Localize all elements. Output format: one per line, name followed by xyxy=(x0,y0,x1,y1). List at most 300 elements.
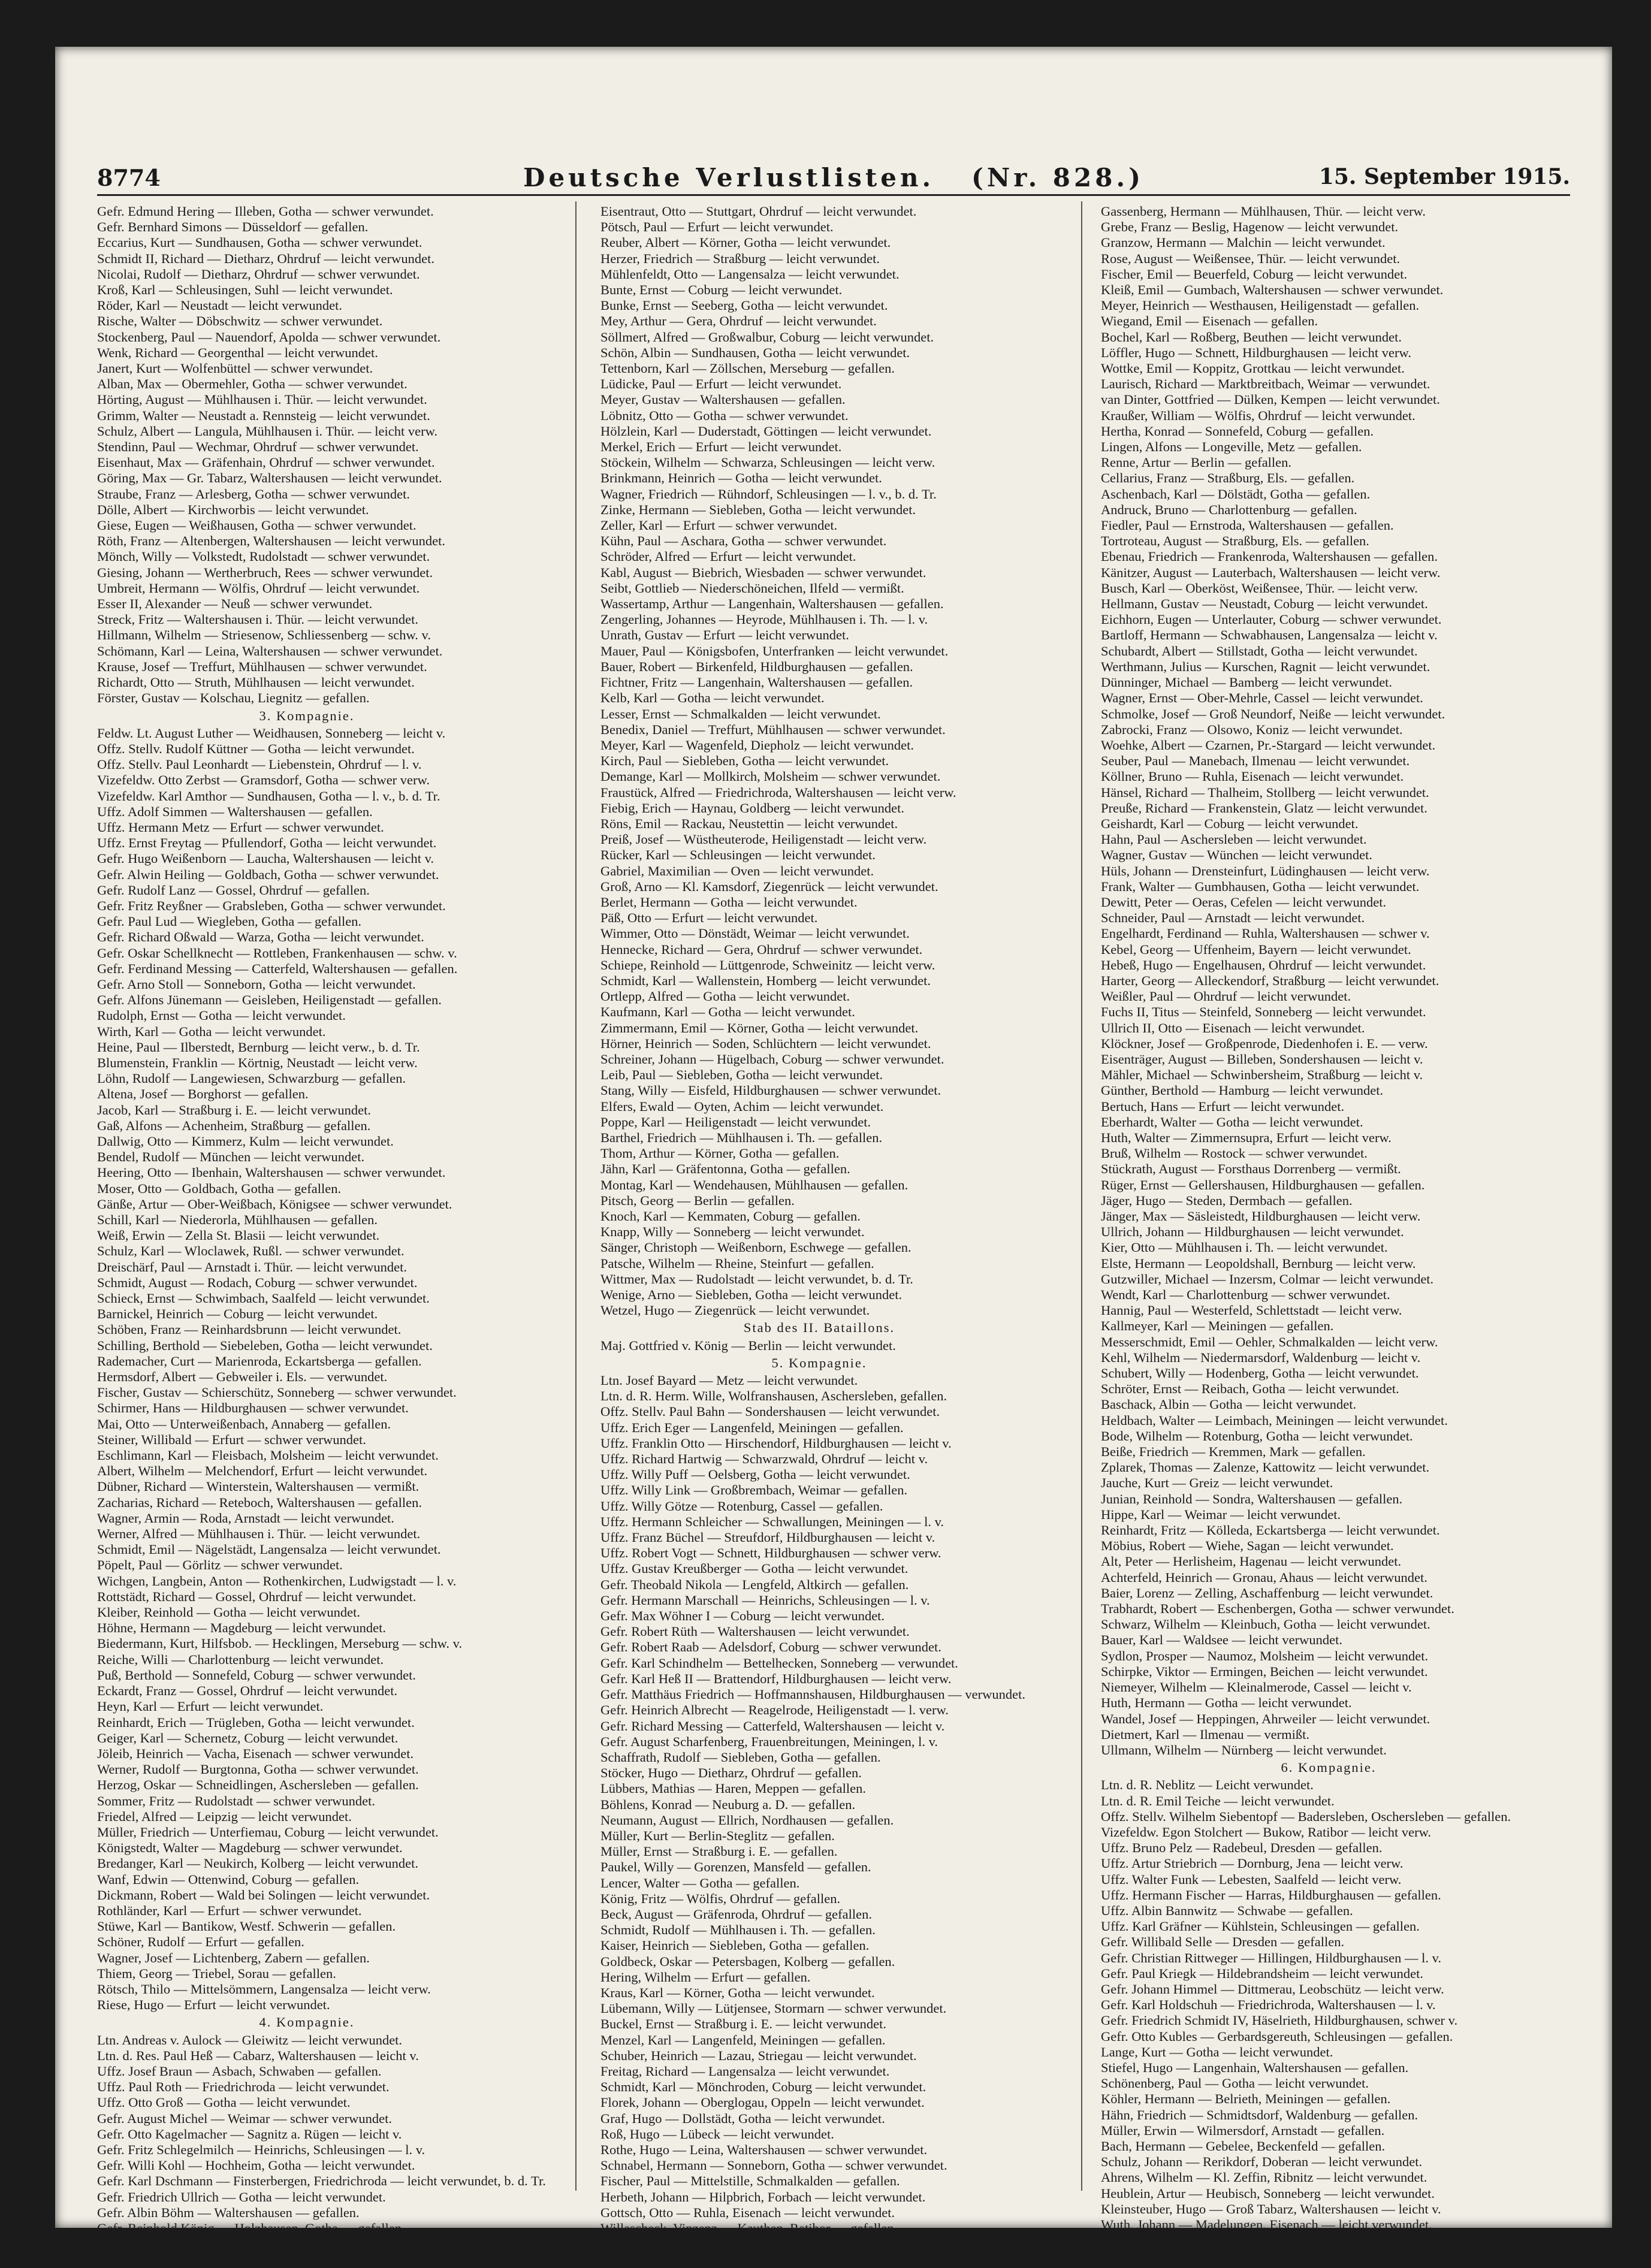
casualty-entry: Meyer, Heinrich — Westhausen, Heiligenstadt — gefallen. xyxy=(1101,298,1420,313)
casualty-entry: Schnabel, Hermann — Sonneborn, Gotha — schwer verwundet. xyxy=(600,2158,947,2173)
casualty-entry: Granzow, Hermann — Malchin — leicht verwundet. xyxy=(1101,235,1386,250)
casualty-entry: Gefr. Karl Holdschuh — Friedrichroda, Waltershausen — l. v. xyxy=(1101,1997,1436,2013)
casualty-entry: Gefr. Matthäus Friedrich — Hoffmannshausen, Hildburghausen — verwundet. xyxy=(600,1687,1026,1702)
casualty-entry: Goldbeck, Oskar — Petersbagen, Kolberg — gefallen. xyxy=(600,1953,895,1969)
casualty-entry: Heine, Paul — Ilberstedt, Bernburg — leicht verw., b. d. Tr. xyxy=(97,1039,420,1055)
casualty-entry: Stiefel, Hugo — Langenhain, Waltershausen — gefallen. xyxy=(1101,2059,1409,2075)
casualty-entry: Kroß, Karl — Schleusingen, Suhl — leicht verwundet. xyxy=(97,282,393,298)
casualty-entry: Uffz. Gustav Kreußberger — Gotha — leicht verwundet. xyxy=(600,1561,908,1577)
casualty-entry: Dreischärf, Paul — Arnstadt i. Thür. — leicht verwundet. xyxy=(97,1259,407,1275)
casualty-entry: Pötsch, Paul — Erfurt — leicht verwundet. xyxy=(600,219,834,235)
casualty-entry: Barnickel, Heinrich — Coburg — leicht verwundet. xyxy=(97,1306,378,1322)
casualty-entry: Wichgen, Langbein, Anton — Rothenkirchen, Ludwigstadt — l. v. xyxy=(97,1573,457,1588)
page-number: 8774 xyxy=(97,164,161,191)
casualty-entry: Fiebig, Erich — Haynau, Goldberg — leicht verwundet. xyxy=(600,800,904,816)
casualty-entry: Schill, Karl — Niederorla, Mühlhausen — gefallen. xyxy=(97,1212,378,1227)
casualty-entry: Bode, Wilhelm — Rotenburg, Gotha — leicht verwundet. xyxy=(1101,1428,1413,1443)
casualty-entry: Blumenstein, Franklin — Körtnig, Neustadt — leicht verw. xyxy=(97,1055,418,1070)
casualty-entry: Kier, Otto — Mühlhausen i. Th. — leicht verwundet. xyxy=(1101,1240,1388,1255)
casualty-entry: Engelhardt, Ferdinand — Ruhla, Waltershausen — schwer v. xyxy=(1101,926,1430,941)
casualty-entry: Gefr. Otto Kagelmacher — Sagnitz a. Rügen — leicht v. xyxy=(97,2126,402,2142)
casualty-entry: Montag, Karl — Wendehausen, Mühlhausen — gefallen. xyxy=(600,1177,908,1192)
casualty-entry: Wandel, Josef — Heppingen, Ahrweiler — leicht verwundet. xyxy=(1101,1711,1430,1726)
casualty-entry: Gefr. Paul Kriegk — Hildebrandsheim — leicht verwundet. xyxy=(1101,1965,1423,1981)
casualty-entry: Kleiß, Emil — Gumbach, Waltershausen — schwer verwundet. xyxy=(1101,282,1444,298)
casualty-entry: Ullmann, Wilhelm — Nürnberg — leicht verwundet. xyxy=(1101,1742,1387,1757)
casualty-entry: Bach, Hermann — Gebelee, Beckenfeld — gefallen. xyxy=(1101,2138,1386,2154)
casualty-entry: Schwarz, Wilhelm — Kleinbuch, Gotha — leicht verwundet. xyxy=(1101,1617,1430,1632)
casualty-entry: Hähn, Friedrich — Schmidtsdorf, Waldenburg — gefallen. xyxy=(1101,2107,1418,2122)
casualty-entry: Patsche, Wilhelm — Rheine, Steinfurt — gefallen. xyxy=(600,1255,874,1271)
casualty-entry: Freitag, Richard — Langensalza — leicht verwundet. xyxy=(600,2063,890,2079)
casualty-entry: Baier, Lorenz — Zelling, Aschaffenburg — leicht verwundet. xyxy=(1101,1585,1433,1600)
casualty-entry: Uffz. Adolf Simmen — Waltershausen — gefallen. xyxy=(97,804,373,819)
casualty-entry: Uffz. Karl Gräfner — Kühlstein, Schleusingen — gefallen. xyxy=(1101,1919,1420,1934)
casualty-entry: Niemeyer, Wilhelm — Kleinalmerode, Cassel — leicht v. xyxy=(1101,1680,1412,1695)
casualty-entry: Gänße, Artur — Ober-Weißbach, Königsee — schwer verwundet. xyxy=(97,1196,452,1212)
issue-date: 15. September 1915. xyxy=(1318,164,1570,189)
column-middle xyxy=(600,204,1038,2268)
casualty-entry: Heering, Otto — Ibenhain, Waltershausen — schwer verwundet. xyxy=(97,1165,446,1180)
casualty-entry: Eichhorn, Eugen — Unterlauter, Coburg — schwer verwundet. xyxy=(1101,612,1442,627)
casualty-entry: Klöckner, Josef — Großpenrode, Diedenhofen i. E. — verw. xyxy=(1101,1035,1428,1051)
casualty-entry: Gefr. Friedrich Ullrich — Gotha — leicht verwundet. xyxy=(97,2189,386,2204)
casualty-entry: Thom, Arthur — Körner, Gotha — gefallen. xyxy=(600,1146,840,1161)
casualty-entry: Zimmermann, Emil — Körner, Gotha — leicht verwundet. xyxy=(600,1020,919,1035)
casualty-entry: Mönch, Willy — Volkstedt, Rudolstadt — schwer verwundet. xyxy=(97,549,430,564)
casualty-entry: Wottke, Emil — Koppitz, Grottkau — leicht verwundet. xyxy=(1101,361,1405,376)
page-header xyxy=(97,161,1570,196)
column-right xyxy=(1101,204,1556,2233)
casualty-entry: Hermsdorf, Albert — Gebweiler i. Els. — verwundet. xyxy=(97,1369,388,1385)
casualty-entry: Wassertamp, Arthur — Langenhain, Waltershausen — gefallen. xyxy=(600,596,944,612)
casualty-entry: Uffz. Hermann Metz — Erfurt — schwer verwundet. xyxy=(97,819,384,835)
casualty-entry: Messerschmidt, Emil — Oehler, Schmalkalden — leicht verw. xyxy=(1101,1334,1438,1349)
casualty-entry: Zengerling, Johannes — Heyrode, Mühlhausen i. Th. — l. v. xyxy=(600,612,928,627)
casualty-entry: Müller, Kurt — Berlin-Steglitz — gefallen. xyxy=(600,1828,835,1843)
casualty-entry: Giese, Eugen — Weißhausen, Gotha — schwer verwundet. xyxy=(97,518,416,533)
casualty-entry: Eccarius, Kurt — Sundhausen, Gotha — schwer verwundet. xyxy=(97,235,422,250)
casualty-entry: König, Fritz — Wölfis, Ohrdruf — gefallen. xyxy=(600,1890,841,1906)
casualty-entry: Biedermann, Kurt, Hilfsbob. — Hecklingen, Merseburg — schw. v. xyxy=(97,1636,463,1651)
casualty-entry: Hänsel, Richard — Thalheim, Stollberg — leicht verwundet. xyxy=(1101,784,1429,800)
casualty-entry: Uffz. Richard Hartwig — Schwarzwald, Ohrdruf — leicht v. xyxy=(600,1451,928,1467)
casualty-entry: Känitzer, August — Lauterbach, Waltershausen — leicht verw. xyxy=(1101,564,1441,580)
casualty-entry: Schön, Albin — Sundhausen, Gotha — leicht verwundet. xyxy=(600,345,910,360)
casualty-entry: Vizefeldw. Otto Zerbst — Gramsdorf, Gotha — schwer verw. xyxy=(97,772,430,788)
casualty-entry: Uffz. Josef Braun — Asbach, Schwaben — gefallen. xyxy=(97,2063,382,2079)
casualty-entry: Sommer, Fritz — Rudolstadt — schwer verwundet. xyxy=(97,1793,376,1808)
casualty-entry: Woehke, Albert — Czarnen, Pr.-Stargard — leicht verwundet. xyxy=(1101,737,1436,753)
casualty-entry: van Dinter, Gottfried — Dülken, Kempen — leicht verwundet. xyxy=(1101,392,1440,407)
casualty-entry: Renne, Artur — Berlin — gefallen. xyxy=(1101,455,1292,470)
casualty-entry: Gefr. Oskar Schellknecht — Rottleben, Frankenhausen — schw. v. xyxy=(97,945,457,961)
casualty-entry: Hölzlein, Karl — Duderstadt, Göttingen — leicht verwundet. xyxy=(600,423,932,439)
casualty-entry: Uffz. Hermann Schleicher — Schwallungen, Meiningen — l. v. xyxy=(600,1514,944,1529)
casualty-entry: Offz. Stellv. Paul Leonhardt — Liebenstein, Ohrdruf — l. v. xyxy=(97,757,422,772)
casualty-entry: Uffz. Willy Link — Großbrembach, Weimar — gefallen. xyxy=(600,1482,908,1498)
casualty-entry: Gefr. Reinhold König — Holzhausen, Gotha — gefallen. xyxy=(97,2221,405,2236)
casualty-entry: Barthel, Friedrich — Mühlhausen i. Th. — gefallen. xyxy=(600,1130,883,1145)
casualty-entry: Uffz. Willy Puff — Oelsberg, Gotha — leicht verwundet. xyxy=(600,1467,910,1482)
casualty-entry: Thiem, Georg — Triebel, Sorau — gefallen. xyxy=(97,1965,336,1981)
casualty-entry: Lübemann, Willy — Lütjensee, Stormarn — schwer verwundet. xyxy=(600,2001,947,2016)
casualty-entry: Elste, Hermann — Leopoldshall, Bernburg — leicht verw. xyxy=(1101,1255,1416,1271)
casualty-entry: Gefr. August Michel — Weimar — schwer verwundet. xyxy=(97,2110,393,2126)
casualty-entry: Hahn, Paul — Aschersleben — leicht verwundet. xyxy=(1101,832,1367,847)
casualty-entry: Vizefeldw. Egon Stolchert — Bukow, Ratibor — leicht verw. xyxy=(1101,1824,1432,1840)
casualty-entry: Bruß, Wilhelm — Rostock — schwer verwundet. xyxy=(1101,1146,1368,1161)
casualty-entry: Bunte, Ernst — Coburg — leicht verwundet. xyxy=(600,282,843,298)
newspaper-page xyxy=(55,47,1612,2267)
casualty-entry: Lange, Kurt — Gotha — leicht verwundet. xyxy=(1101,2044,1333,2059)
casualty-entry: Moser, Otto — Goldbach, Gotha — gefallen. xyxy=(97,1180,342,1196)
casualty-entry: Reinhardt, Fritz — Kölleda, Eckartsberga — leicht verwundet. xyxy=(1101,1523,1440,1538)
casualty-entry: Gefr. Alfons Jünemann — Geisleben, Heiligenstadt — gefallen. xyxy=(97,992,442,1008)
casualty-entry: Stöcker, Hugo — Dietharz, Ohrdruf — gefallen. xyxy=(600,1765,862,1781)
casualty-entry: Unrath, Gustav — Erfurt — leicht verwundet. xyxy=(600,627,849,643)
casualty-entry: Krause, Josef — Treffurt, Mühlhausen — schwer verwundet. xyxy=(97,659,427,674)
casualty-entry: Knapp, Willy — Sonneberg — leicht verwundet. xyxy=(600,1224,865,1240)
casualty-entry: Uffz. Otto Groß — Gotha — leicht verwundet. xyxy=(97,2095,351,2110)
casualty-entry: Junian, Reinhold — Sondra, Waltershausen — gefallen. xyxy=(1101,1491,1403,1506)
casualty-entry: Bartloff, Hermann — Schwabhausen, Langensalza — leicht v. xyxy=(1101,627,1438,643)
casualty-entry: Benedix, Daniel — Treffurt, Mühlhausen — schwer verwundet. xyxy=(600,721,946,737)
casualty-entry: Rische, Walter — Döbschwitz — schwer verwundet. xyxy=(97,313,383,329)
casualty-entry: Schneider, Paul — Arnstadt — leicht verwundet. xyxy=(1101,910,1365,926)
casualty-entry: Kabl, August — Biebrich, Wiesbaden — schwer verwundet. xyxy=(600,564,926,580)
casualty-entry: Puß, Berthold — Sonnefeld, Coburg — schwer verwundet. xyxy=(97,1667,416,1683)
casualty-entry: Tortroteau, August — Straßburg, Els. — gefallen. xyxy=(1101,533,1369,549)
casualty-entry: Sänger, Christoph — Weißenborn, Eschwege — gefallen. xyxy=(600,1240,911,1255)
casualty-entry: Möbius, Robert — Wiehe, Sagan — leicht verwundet. xyxy=(1101,1538,1394,1554)
casualty-entry: Wenk, Richard — Georgenthal — leicht verwundet. xyxy=(97,345,378,360)
casualty-entry: Gefr. Robert Rüth — Waltershausen — leicht verwundet. xyxy=(600,1624,910,1639)
casualty-entry: Florek, Johann — Oberglogau, Oppeln — leicht verwundet. xyxy=(600,2095,925,2110)
casualty-entry: Gefr. Heinrich Albrecht — Reagelrode, Heiligenstadt — l. verw. xyxy=(600,1702,949,1718)
casualty-entry: Richardt, Otto — Struth, Mühlhausen — leicht verwundet. xyxy=(97,675,415,690)
casualty-entry: Laurisch, Richard — Marktbreitbach, Weimar — verwundet. xyxy=(1101,376,1430,392)
casualty-entry: Straube, Franz — Arlesberg, Gotha — schwer verwundet. xyxy=(97,486,410,502)
casualty-entry: Fuchs II, Titus — Steinfeld, Sonneberg — leicht verwundet. xyxy=(1101,1004,1426,1020)
casualty-entry: Müller, Erwin — Wilmersdorf, Arnstadt — gefallen. xyxy=(1101,2122,1385,2138)
casualty-entry: Schröter, Ernst — Reibach, Gotha — leicht verwundet. xyxy=(1101,1381,1399,1397)
casualty-entry: Ltn. Josef Bayard — Metz — leicht verwundet. xyxy=(600,1373,858,1388)
casualty-entry: Menzel, Karl — Langenfeld, Meiningen — gefallen. xyxy=(600,2032,886,2047)
casualty-entry: Steiner, Willibald — Erfurt — schwer verwundet. xyxy=(97,1432,366,1447)
casualty-entry: Gefr. Max Wöhner I — Coburg — leicht verwundet. xyxy=(600,1608,885,1624)
casualty-entry: Mauer, Paul — Königsbofen, Unterfranken — leicht verwundet. xyxy=(600,643,949,659)
casualty-entry: Gefr. August Scharfenberg, Frauenbreitungen, Meiningen, l. v. xyxy=(600,1734,938,1749)
casualty-entry: Schmidt, Rudolf — Mühlhausen i. Th. — gefallen. xyxy=(600,1922,876,1938)
casualty-entry: Hannig, Paul — Westerfeld, Schlettstadt — leicht verw. xyxy=(1101,1303,1402,1318)
issue-number: (Nr. 828.) xyxy=(971,163,1144,192)
casualty-entry: Paukel, Willy — Gorenzen, Mansfeld — gefallen. xyxy=(600,1859,871,1875)
casualty-entry: Cellarius, Franz — Straßburg, Els. — gefallen. xyxy=(1101,470,1355,486)
casualty-entry: Demange, Karl — Mollkirch, Molsheim — schwer verwundet. xyxy=(600,769,941,784)
casualty-entry: Kallmeyer, Karl — Meiningen — gefallen. xyxy=(1101,1318,1334,1334)
casualty-entry: Wirth, Karl — Gotha — leicht verwundet. xyxy=(97,1023,326,1039)
casualty-entry: Buckel, Ernst — Straßburg i. E. — leicht verwundet. xyxy=(600,2016,886,2032)
casualty-entry: Schmidt, Karl — Mönchroden, Coburg — leicht verwundet. xyxy=(600,2079,926,2095)
casualty-entry: Mey, Arthur — Gera, Ohrdruf — leicht verwundet. xyxy=(600,313,877,329)
casualty-entry: Jänger, Max — Säsleistedt, Hildburghausen — leicht verw. xyxy=(1101,1209,1421,1224)
casualty-entry: Schmidt, Emil — Nägelstädt, Langensalza — leicht verwundet. xyxy=(97,1542,441,1557)
casualty-entry: Kraußer, William — Wölfis, Ohrdruf — leicht verwundet. xyxy=(1101,407,1415,423)
casualty-entry: Uffz. Walter Funk — Lebesten, Saalfeld — leicht verw. xyxy=(1101,1871,1402,1887)
casualty-entry: Wagner, Armin — Roda, Arnstadt — leicht verwundet. xyxy=(97,1510,394,1526)
casualty-entry: Gefr. Ferdinand Messing — Catterfeld, Waltershausen — gefallen. xyxy=(97,961,458,976)
casualty-entry: Uffz. Bruno Pelz — Radebeul, Dresden — gefallen. xyxy=(1101,1840,1383,1856)
casualty-entry: Kaiser, Heinrich — Siebleben, Gotha — gefallen. xyxy=(600,1938,870,1953)
casualty-entry: Ltn. d. R. Neblitz — Leicht verwundet. xyxy=(1101,1777,1314,1793)
casualty-entry: Gefr. Bernhard Simons — Düsseldorf — gefallen. xyxy=(97,219,369,235)
casualty-entry: Gefr. Alwin Heiling — Goldbach, Gotha — schwer verwundet. xyxy=(97,866,439,882)
casualty-entry: Poppe, Karl — Heiligenstadt — leicht verwundet. xyxy=(600,1114,871,1130)
casualty-entry: Jöleib, Heinrich — Vacha, Eisenach — schwer verwundet. xyxy=(97,1745,414,1761)
casualty-entry: Gefr. Willibald Selle — Dresden — gefallen. xyxy=(1101,1934,1345,1950)
casualty-entry: Kelb, Karl — Gotha — leicht verwundet. xyxy=(600,690,825,706)
casualty-entry: Zacharias, Richard — Reteboch, Waltershausen — gefallen. xyxy=(97,1494,422,1510)
casualty-entry: Reuber, Albert — Körner, Gotha — leicht verwundet. xyxy=(600,235,891,250)
casualty-entry: Gefr. Karl Dschmann — Finsterbergen, Friedrichroda — leicht verwundet, b. d. Tr. xyxy=(97,2173,546,2189)
casualty-entry: Nicolai, Rudolf — Dietharz, Ohrdruf — schwer verwundet. xyxy=(97,266,420,282)
casualty-entry: Wetzel, Hugo — Ziegenrück — leicht verwundet. xyxy=(600,1303,870,1318)
casualty-entry: Hörner, Heinrich — Soden, Schlüchtern — leicht verwundet. xyxy=(600,1035,931,1051)
casualty-entry: Offz. Stellv. Rudolf Küttner — Gotha — leicht verwundet. xyxy=(97,741,415,756)
casualty-entry: Werner, Rudolf — Burgtonna, Gotha — schwer verwundet. xyxy=(97,1762,419,1777)
casualty-entry: Schubert, Willy — Hodenberg, Gotha — leicht verwundet. xyxy=(1101,1366,1419,1381)
casualty-entry: Heublein, Artur — Heubisch, Sonneberg — leicht verwundet. xyxy=(1101,2185,1435,2201)
casualty-entry: Reiche, Willi — Charlottenburg — leicht verwundet. xyxy=(97,1651,384,1667)
casualty-entry: Dietmert, Karl — Ilmenau — vermißt. xyxy=(1101,1726,1310,1742)
casualty-entry: Gassenberg, Hermann — Mühlhausen, Thür. — leicht verw. xyxy=(1101,204,1426,219)
section-heading: 5. Kompagnie. xyxy=(771,1355,867,1370)
casualty-entry: Dünninger, Michael — Bamberg — leicht verwundet. xyxy=(1101,675,1393,690)
casualty-entry: Jacob, Karl — Straßburg i. E. — leicht verwundet. xyxy=(97,1102,371,1118)
casualty-entry: Ebenau, Friedrich — Frankenroda, Waltershausen — gefallen. xyxy=(1101,549,1438,564)
casualty-entry: Weißler, Paul — Ohrdruf — leicht verwundet. xyxy=(1101,989,1351,1004)
casualty-entry: Huth, Hermann — Gotha — leicht verwundet. xyxy=(1101,1695,1352,1711)
casualty-entry: Aschenbach, Karl — Dölstädt, Gotha — gefallen. xyxy=(1101,486,1371,502)
casualty-entry: Lingen, Alfons — Longeville, Metz — gefallen. xyxy=(1101,439,1362,455)
casualty-entry: Wagner, Friedrich — Rühndorf, Schleusingen — l. v., b. d. Tr. xyxy=(600,486,937,502)
casualty-entry: Ltn. d. Res. Paul Heß — Cabarz, Waltershausen — leicht v. xyxy=(97,2047,419,2063)
casualty-entry: Grimm, Walter — Neustadt a. Rennsteig — leicht verwundet. xyxy=(97,407,430,423)
casualty-entry: Dewitt, Peter — Oeras, Cefelen — leicht verwundet. xyxy=(1101,894,1387,910)
casualty-entry: Schreiner, Johann — Hügelbach, Coburg — schwer verwundet. xyxy=(600,1051,944,1067)
casualty-entry: Wagner, Ernst — Ober-Mehrle, Cassel — leicht verwundet. xyxy=(1101,690,1423,706)
casualty-entry: Ullrich II, Otto — Eisenach — leicht verwundet. xyxy=(1101,1020,1365,1035)
casualty-entry: Fischer, Paul — Mittelstille, Schmalkalden — gefallen. xyxy=(600,2173,900,2189)
casualty-entry: Brinkmann, Heinrich — Gotha — leicht verwundet. xyxy=(600,470,882,486)
casualty-entry: Ullrich, Johann — Hildburghausen — leicht verwundet. xyxy=(1101,1224,1404,1240)
casualty-entry: Gutzwiller, Michael — Inzersm, Colmar — leicht verwundet. xyxy=(1101,1271,1434,1286)
casualty-entry: Hörting, August — Mühlhausen i. Thür. — leicht verwundet. xyxy=(97,392,427,407)
casualty-entry: Schaffrath, Rudolf — Siebleben, Gotha — gefallen. xyxy=(600,1749,881,1765)
casualty-entry: Gefr. Willi Kohl — Hochheim, Gotha — leicht verwundet. xyxy=(97,2158,415,2173)
casualty-entry: Seuber, Paul — Manebach, Ilmenau — leicht verwundet. xyxy=(1101,753,1410,769)
casualty-entry: Meyer, Karl — Wagenfeld, Diepholz — leicht verwundet. xyxy=(600,737,914,753)
casualty-entry: Gefr. Rudolf Lanz — Gossel, Ohrdruf — gefallen. xyxy=(97,882,370,898)
casualty-entry: Hellmann, Gustav — Neustadt, Coburg — leicht verwundet. xyxy=(1101,596,1428,612)
casualty-entry: Päß, Otto — Erfurt — leicht verwundet. xyxy=(600,910,818,926)
casualty-entry: Feldw. Lt. August Luther — Weidhausen, Sonneberg — leicht v. xyxy=(97,725,446,741)
casualty-entry: Werthmann, Julius — Kurschen, Ragnit — leicht verwundet. xyxy=(1101,659,1430,674)
casualty-entry: Zeller, Karl — Erfurt — schwer verwundet. xyxy=(600,518,838,533)
casualty-entry: Pöpelt, Paul — Görlitz — schwer verwundet. xyxy=(97,1557,343,1573)
casualty-entry: Stüwe, Karl — Bantikow, Westf. Schwerin — gefallen. xyxy=(97,1919,396,1934)
casualty-entry: Schulz, Albert — Langula, Mühlhausen i. Thür. — leicht verw. xyxy=(97,423,438,439)
casualty-entry: Altena, Josef — Borghorst — gefallen. xyxy=(97,1086,309,1102)
casualty-entry: Preiß, Josef — Wüstheuterode, Heiligenstadt — leicht verw. xyxy=(600,832,927,847)
casualty-entry: Vizefeldw. Karl Amthor — Sundhausen, Gotha — l. v., b. d. Tr. xyxy=(97,788,440,804)
casualty-entry: Jauche, Kurt — Greiz — leicht verwundet. xyxy=(1101,1475,1333,1491)
casualty-entry: Bertuch, Hans — Erfurt — leicht verwundet. xyxy=(1101,1098,1345,1114)
casualty-entry: Uffz. Albin Bannwitz — Schwabe — gefallen. xyxy=(1101,1902,1353,1918)
casualty-entry: Gefr. Johann Himmel — Dittmerau, Leobschütz — leicht verw. xyxy=(1101,1981,1444,1997)
casualty-entry: Schilling, Berthold — Siebeleben, Gotha — leicht verwundet. xyxy=(97,1337,433,1353)
casualty-entry: Bauer, Robert — Birkenfeld, Hildburghausen — gefallen. xyxy=(600,659,913,674)
casualty-entry: Schmidt II, Richard — Dietharz, Ohrdruf — leicht verwundet. xyxy=(97,250,434,266)
casualty-entry: Dölle, Albert — Kirchworbis — leicht verwundet. xyxy=(97,502,369,517)
casualty-entry: Beck, August — Gräfenroda, Ohrdruf — gefallen. xyxy=(600,1906,872,1922)
casualty-entry: Kirch, Paul — Siebleben, Gotha — leicht verwundet. xyxy=(600,753,889,769)
casualty-entry: Berlet, Hermann — Gotha — leicht verwundet. xyxy=(600,894,858,910)
casualty-entry: Zabrocki, Franz — Olsowo, Koniz — leicht verwundet. xyxy=(1101,721,1403,737)
casualty-entry: Ltn. Andreas v. Aulock — Gleiwitz — leicht verwundet. xyxy=(97,2032,403,2047)
casualty-entry: Rötsch, Thilo — Mittelsömmern, Langensalza — leicht verw. xyxy=(97,1981,431,1997)
casualty-entry: Wiegand, Emil — Eisenach — gefallen. xyxy=(1101,313,1318,329)
casualty-entry: Rottstädt, Richard — Gossel, Ohrdruf — leicht verwundet. xyxy=(97,1588,416,1604)
casualty-entry: Herbeth, Johann — Hilpbrich, Forbach — leicht verwundet. xyxy=(600,2189,926,2204)
casualty-entry: Alban, Max — Obermehler, Gotha — schwer verwundet. xyxy=(97,376,408,392)
casualty-entry: Riese, Hugo — Erfurt — leicht verwundet. xyxy=(97,1997,330,2013)
casualty-entry: Blever, Heinrich — Naumeiler, Zabern — gefallen. xyxy=(600,2236,879,2252)
casualty-entry: Alt, Peter — Herlisheim, Hagenau — leicht verwundet. xyxy=(1101,1554,1402,1569)
casualty-entry: Röth, Franz — Altenbergen, Waltershausen — leicht verwundet. xyxy=(97,533,445,549)
casualty-entry: Gefr. Robert Raab — Adelsdorf, Coburg — schwer verwundet. xyxy=(600,1639,941,1655)
casualty-entry: Dübner, Richard — Winterstein, Waltershausen — vermißt. xyxy=(97,1479,419,1494)
casualty-entry: Lencer, Walter — Gotha — gefallen. xyxy=(600,1875,800,1890)
casualty-entry: Stöckein, Wilhelm — Schwarza, Schleusingen — leicht verw. xyxy=(600,455,935,470)
casualty-entry: Eckardt, Franz — Gossel, Ohrdruf — leicht verwundet. xyxy=(97,1683,398,1699)
column-left xyxy=(97,204,546,2252)
casualty-entry: Weiß, Erwin — Zella St. Blasii — leicht verwundet. xyxy=(97,1228,380,1243)
casualty-entry: Schömann, Karl — Leina, Waltershausen — schwer verwundet. xyxy=(97,643,443,659)
casualty-entry: Gefr. Edmund Hering — Illeben, Gotha — schwer verwundet. xyxy=(97,204,434,219)
casualty-entry: Schönenberg, Paul — Gotha — leicht verwundet. xyxy=(1101,2076,1369,2091)
casualty-entry: Janert, Kurt — Wolfenbüttel — schwer verwundet. xyxy=(97,361,373,376)
casualty-entry: Meyer, Gustav — Waltershausen — gefallen. xyxy=(600,392,846,407)
casualty-entry: Fraustück, Alfred — Friedrichroda, Waltershausen — leicht verw. xyxy=(600,784,956,800)
casualty-entry: Sydlon, Prosper — Naumoz, Molsheim — leicht verwundet. xyxy=(1101,1648,1429,1663)
casualty-entry: Schulz, Johann — Rerikdorf, Doberan — leicht verwundet. xyxy=(1101,2154,1423,2170)
casualty-entry: Röns, Emil — Rackau, Neustettin — leicht verwundet. xyxy=(600,816,898,831)
casualty-entry: Schulz, Karl — Wloclawek, Rußl. — schwer verwundet. xyxy=(97,1243,405,1259)
casualty-entry: Kaufmann, Karl — Gotha — leicht verwundet. xyxy=(600,1004,855,1020)
casualty-entry: Jäger, Hugo — Steden, Dermbach — gefallen. xyxy=(1101,1192,1353,1208)
casualty-entry: Schirmer, Hans — Hildburghausen — schwer verwundet. xyxy=(97,1400,409,1416)
casualty-entry: Förster, Gustav — Kolschau, Liegnitz — gefallen. xyxy=(97,690,370,706)
casualty-entry: Kühn, Paul — Aschara, Gotha — schwer verwundet. xyxy=(600,533,887,549)
casualty-entry: Wittmer, Max — Rudolstadt — leicht verwundet, b. d. Tr. xyxy=(600,1271,913,1286)
casualty-entry: Ahrens, Wilhelm — Kl. Zeffin, Ribnitz — leicht verwundet. xyxy=(1101,2170,1427,2185)
casualty-entry: Werner, Alfred — Mühlhausen i. Thür. — leicht verwundet. xyxy=(97,1526,421,1542)
casualty-entry: Kraus, Karl — Körner, Gotha — leicht verwundet. xyxy=(600,1985,875,2000)
casualty-entry: Gefr. Karl Schindhelm — Bettelhecken, Sonneberg — verwundet. xyxy=(600,1655,958,1671)
casualty-entry: Müller, Friedrich — Unterfiemau, Coburg — leicht verwundet. xyxy=(97,1824,439,1840)
casualty-entry: Lesser, Ernst — Schmalkalden — leicht verwundet. xyxy=(600,706,881,721)
casualty-entry: Röder, Karl — Neustadt — leicht verwundet. xyxy=(97,298,342,313)
casualty-entry: Wenige, Arno — Siebleben, Gotha — leicht verwundet. xyxy=(600,1287,903,1303)
casualty-entry: Schieck, Ernst — Schwimbach, Saalfeld — leicht verwundet. xyxy=(97,1291,430,1306)
casualty-entry: Gefr. Fritz Schlegelmilch — Heinrichs, Schleusingen — l. v. xyxy=(97,2142,425,2157)
casualty-entry: Fischer, Gustav — Schierschütz, Sonneberg — schwer verwundet. xyxy=(97,1385,457,1400)
casualty-entry: Uffz. Erich Eger — Langenfeld, Meiningen — gefallen. xyxy=(600,1420,904,1435)
section-heading: 3. Kompagnie. xyxy=(259,708,355,723)
casualty-entry: Offz. Stellv. Wilhelm Siebentopf — Badersleben, Oschersleben — gefallen. xyxy=(1101,1808,1511,1824)
casualty-entry: Kleinsteuber, Hugo — Groß Tabarz, Waltershausen — leicht v. xyxy=(1101,2201,1441,2216)
title-text: Deutsche Verlustlisten. xyxy=(523,163,935,192)
casualty-entry: Harter, Georg — Alleckendorf, Straßburg — leicht verwundet. xyxy=(1101,973,1439,988)
casualty-entry: Andruck, Bruno — Charlottenburg — gefallen. xyxy=(1101,502,1357,517)
casualty-entry: Wanf, Edwin — Ottenwind, Coburg — gefallen. xyxy=(97,1871,360,1887)
casualty-entry: Schmidt, Karl — Wallenstein, Homberg — leicht verwundet. xyxy=(600,973,931,988)
casualty-entry: Löhn, Rudolf — Langewiesen, Schwarzburg — gefallen. xyxy=(97,1071,406,1086)
casualty-entry: Dickmann, Robert — Wald bei Solingen — leicht verwundet. xyxy=(97,1887,430,1902)
casualty-entry: Gefr. Paul Lud — Wiegleben, Gotha — gefallen. xyxy=(97,914,362,929)
casualty-entry: Lübbers, Mathias — Haren, Meppen — gefallen. xyxy=(600,1781,866,1796)
casualty-entry: Günther, Berthold — Hamburg — leicht verwundet. xyxy=(1101,1083,1384,1098)
casualty-entry: Stückrath, August — Forsthaus Dorrenberg — vermißt. xyxy=(1101,1161,1401,1177)
casualty-entry: Heldbach, Walter — Leimbach, Meiningen — leicht verwundet. xyxy=(1101,1412,1448,1428)
casualty-entry: Offz. Stellv. Paul Bahn — Sondershausen — leicht verwundet. xyxy=(600,1404,940,1420)
casualty-entry: Reinhardt, Erich — Trügleben, Gotha — leicht verwundet. xyxy=(97,1714,415,1730)
casualty-entry: Groß, Arno — Kl. Kamsdorf, Ziegenrück — leicht verwundet. xyxy=(600,878,938,894)
casualty-entry: Bunke, Ernst — Seeberg, Gotha — leicht verwundet. xyxy=(600,298,888,313)
casualty-entry: Hennecke, Richard — Gera, Ohrdruf — schwer verwundet. xyxy=(600,941,923,957)
casualty-entry: Achterfeld, Heinrich — Gronau, Ahaus — leicht verwundet. xyxy=(1101,1569,1427,1585)
casualty-entry: Bredanger, Karl — Neukirch, Kolberg — leicht verwundet. xyxy=(97,1856,419,1871)
casualty-entry: Uffz. Hermann Fischer — Harras, Hildburghausen — gefallen. xyxy=(1101,1887,1441,1902)
casualty-entry: Herzer, Friedrich — Straßburg — leicht verwundet. xyxy=(600,250,880,266)
casualty-entry: Söllmert, Alfred — Großwalbur, Coburg — leicht verwundet. xyxy=(600,329,934,345)
casualty-entry: Uffz. Ernst Freytag — Pfullendorf, Gotha — leicht verwundet. xyxy=(97,835,437,851)
casualty-entry: Elfers, Ewald — Oyten, Achim — leicht verwundet. xyxy=(600,1098,884,1114)
casualty-entry: Gefr. Hugo Weißenborn — Laucha, Waltershausen — leicht v. xyxy=(97,851,434,866)
casualty-entry: Gefr. Richard Oßwald — Warza, Gotha — leicht verwundet. xyxy=(97,929,424,945)
casualty-entry: Busch, Karl — Oberköst, Weißensee, Thür. — leicht verw. xyxy=(1101,580,1418,596)
casualty-entry: Uffz. Franklin Otto — Hirschendorf, Hildburghausen — leicht v. xyxy=(600,1435,952,1451)
casualty-entry: Löbnitz, Otto — Gotha — schwer verwundet. xyxy=(600,407,849,423)
casualty-entry: Lüdicke, Paul — Erfurt — leicht verwundet. xyxy=(600,376,842,392)
casualty-entry: Friedel, Alfred — Leipzig — leicht verwundet. xyxy=(97,1808,352,1824)
casualty-entry: Rothe, Hugo — Leina, Waltershausen — schwer verwundet. xyxy=(600,2142,928,2157)
section-heading: Stab des II. Bataillons. xyxy=(743,1320,895,1336)
casualty-entry: Albert, Wilhelm — Melchendorf, Erfurt — leicht verwundet. xyxy=(97,1463,428,1479)
casualty-entry: Willascheck, Vinzenz — Kauthen, Ratibor — gefallen. xyxy=(600,2221,898,2236)
casualty-entry: Schubardt, Albert — Stillstadt, Gotha — leicht verwundet. xyxy=(1101,643,1418,659)
casualty-entry: Zplarek, Thomas — Zalenze, Kattowitz — leicht verwundet. xyxy=(1101,1460,1430,1475)
casualty-entry: Gottsch, Otto — Ruhla, Eisenach — leicht verwundet. xyxy=(600,2204,895,2220)
section-heading: 4. Kompagnie. xyxy=(259,2015,355,2030)
casualty-entry: Streck, Fritz — Waltershausen i. Thür. — leicht verwundet. xyxy=(97,612,418,627)
casualty-entry: Bendel, Rudolf — München — leicht verwundet. xyxy=(97,1149,365,1165)
casualty-entry: Gefr. Arno Stoll — Sonneborn, Gotha — leicht verwundet. xyxy=(97,976,416,992)
casualty-entry: Hüls, Johann — Drensteinfurt, Lüdinghausen — leicht verw. xyxy=(1101,863,1430,878)
casualty-entry: Preuße, Richard — Frankenstein, Glatz — leicht verwundet. xyxy=(1101,800,1427,816)
